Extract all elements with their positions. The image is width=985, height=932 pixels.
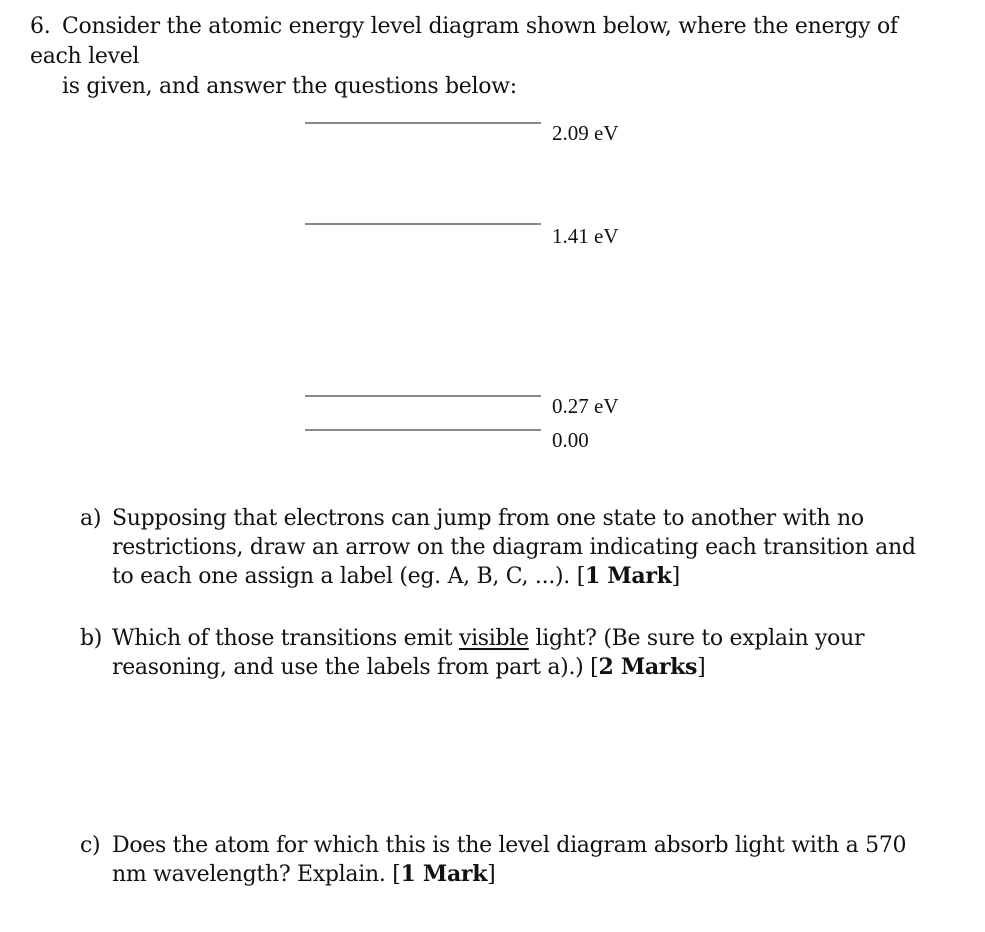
part-b [80,624,942,682]
part-a-body [80,504,942,591]
energy-level-line-0-00 [305,429,541,431]
part-a-marks: [1 Mark] [576,563,680,589]
part-b-letter: b) [80,626,103,651]
energy-level-label-0-27: 0.27 eV [552,394,619,418]
part-b-text-before: Which of those transitions emit [112,626,459,651]
marks-value: 2 Marks [598,654,698,680]
energy-level-label-1-41: 1.41 eV [552,224,619,248]
question-intro-line-2: is given, and answer the questions below: [62,74,517,99]
part-b-body [80,624,942,682]
part-a [80,504,942,591]
marks-value: 1 Mark [585,563,672,589]
part-c-letter: c) [80,833,101,858]
energy-level-line-1-41 [305,223,541,225]
part-c-marks: [1 Mark] [392,861,496,887]
part-a-text: Supposing that electrons can jump from one state to another with no restrictions, draw an arrow on the diagram indicating each transition and to each one assign a label (eg. A, B, C, ...). [112,506,916,589]
energy-level-line-0-27 [305,395,541,397]
marks-value: 1 Mark [400,861,488,887]
question-intro [30,12,945,102]
part-b-underlined-word: visible [458,626,529,651]
part-b-marks: [2 Marks] [590,654,706,680]
energy-level-line-2-09 [305,122,541,124]
energy-level-label-2-09: 2.09 eV [552,121,619,145]
question-number: 6. [30,14,51,39]
part-c-body [80,831,942,889]
part-c-text: Does the atom for which this is the level diagram absorb light with a 570 nm wavelength? Explain. [112,833,907,887]
part-c [80,831,942,889]
question-intro-line-1: Consider the atomic energy level diagram shown below, where the energy of each level [30,14,898,69]
part-a-letter: a) [80,506,102,531]
energy-level-label-0-00: 0.00 [552,428,589,452]
part-b-text-after: light? (Be sure to explain your reasoning, and use the labels from part a).) [112,626,865,680]
